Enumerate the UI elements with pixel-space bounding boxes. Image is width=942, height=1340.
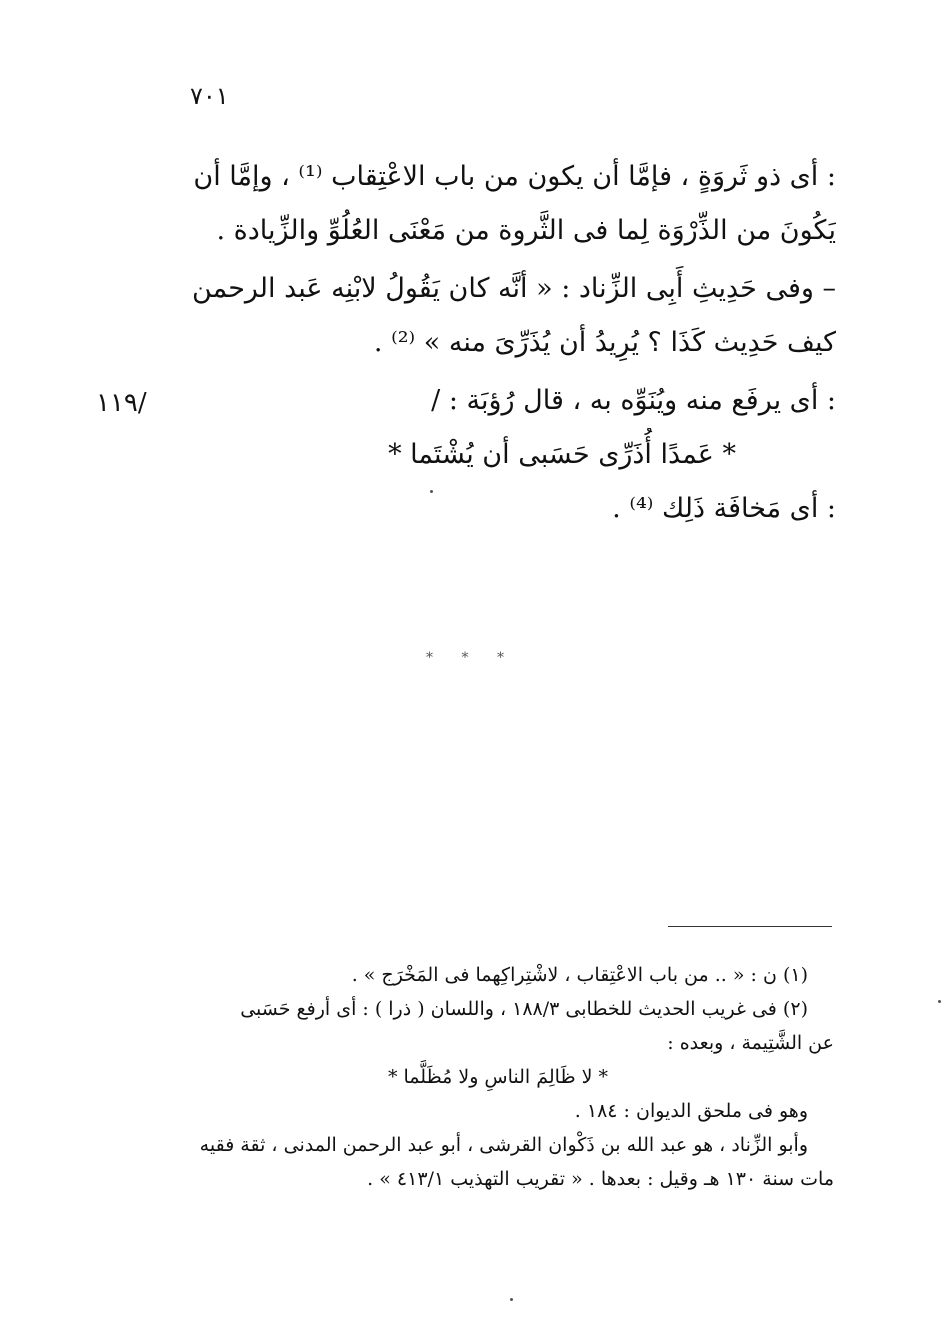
footnotes	[162, 958, 834, 1196]
body-line: – وفى حَدِيثِ أَبِى الزِّناد : « أنَّه كان يَقُولُ لابْنِه عَبد الرحمن	[192, 273, 836, 304]
footnote-rule	[668, 926, 832, 927]
body-line: : أى مَخافَة ذَلِك ⁽⁴⁾ .	[612, 493, 836, 524]
body-line: : أى يرفَع منه ويُنَوِّه به ، قال رُؤبَة : /	[431, 385, 836, 416]
margin-reference: /١١٩	[96, 388, 147, 418]
body-line: : أى ذو ثَروَةٍ ، فإمَّا أن يكون من باب الاعْتِقاب ⁽¹⁾ ، وإمَّا أن	[193, 161, 836, 192]
page-number: ٧٠١	[190, 82, 229, 110]
body-text	[160, 150, 836, 258]
footnote-line: وأبو الزِّناد ، هو عبد الله بن ذَكْوان القرشى ، أبو عبد الرحمن المدنى ، ثقة فقيه	[199, 1134, 808, 1156]
section-separator: * * *	[426, 650, 516, 666]
footnote-verse: * لا ظَالِمَ الناسِ ولا مُظَلَّما *	[387, 1066, 609, 1088]
footnote-line: مات سنة ١٣٠ هـ وقيل : بعدها . « تقريب التهذيب ٤١٣/١ » .	[367, 1168, 834, 1190]
footnote-line: (١) ن : « .. من باب الاعْتِقاب ، لاشْتِراكِهما فى المَخْرَج » .	[351, 964, 808, 986]
verse-line: * عَمدًا أُذَرِّى حَسَبى أن يُشْتَما *	[388, 439, 736, 470]
scan-speck	[938, 1000, 941, 1003]
scan-speck	[430, 490, 433, 493]
body-text-hadith	[160, 262, 836, 370]
body-line: يَكُونَ من الذِّرْوَة لِما فى الثَّروة من مَعْنَى العُلُوِّ والزِّيادة .	[216, 215, 836, 246]
scan-speck	[510, 1298, 513, 1301]
body-text-explanation	[160, 374, 836, 536]
footnote-line: وهو فى ملحق الديوان : ١٨٤ .	[574, 1100, 808, 1122]
footnote-line: عن الشَّتِيمة ، وبعده :	[667, 1032, 834, 1054]
body-line: كيف حَدِيث كَذَا ؟ يُرِيدُ أن يُذَرِّىَ منه » ⁽²⁾ .	[373, 327, 836, 358]
footnote-line: (٢) فى غريب الحديث للخطابى ١٨٨/٣ ، واللسان ( ذرا ) : أى أرفع حَسَبى	[240, 998, 808, 1020]
